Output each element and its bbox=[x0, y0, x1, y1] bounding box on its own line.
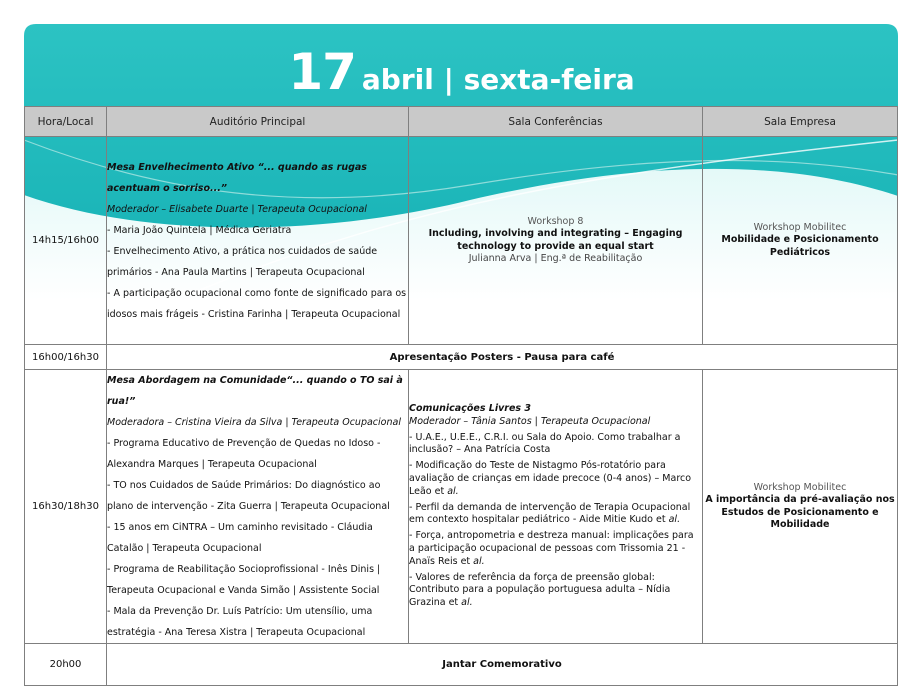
col-header-sala-conferencias: Sala Conferências bbox=[409, 107, 703, 137]
time-cell: 14h15/16h00 bbox=[25, 137, 107, 345]
item-text: - Valores de referência da força de preensão global: Contributo para a população portuguesa adulta – Nídia Grazina et bbox=[409, 571, 671, 609]
workshop-title: Including, involving and integrating – Engaging technology to provide an equal start bbox=[428, 228, 683, 252]
et-al: al. bbox=[473, 555, 485, 567]
et-al: al. bbox=[668, 514, 681, 526]
schedule-row bbox=[25, 644, 898, 686]
item-text: - Modificação do Teste de Nistagmo Pós-rotatório para avaliação de crianças em idade precoce (0-4 anos) – Marco Leão et bbox=[409, 460, 692, 497]
item-text: - Força, antropometria e destreza manual: implicações para a participação ocupacional de pessoas com Trissomia 21 - Anaïs Reis et bbox=[409, 530, 694, 567]
session-title: Mesa Envelhecimento Ativo “... quando as rugas acentuam o sorriso...” bbox=[107, 161, 367, 194]
schedule-row bbox=[25, 137, 898, 345]
session-item: - Programa Educativo de Prevenção de Quedas no Idoso - Alexandra Marques | Terapeuta Ocupacional bbox=[107, 438, 381, 470]
session-title: Comunicações Livres 3 bbox=[409, 403, 531, 415]
workshop-label: Workshop Mobilitec bbox=[753, 481, 847, 493]
col-header-auditorio: Auditório Principal bbox=[107, 107, 409, 137]
session-item: - Mala da Prevenção Dr. Luís Patrício: Um utensílio, uma estratégia - Ana Teresa Xistra | Terapeuta Ocupacional bbox=[107, 606, 373, 638]
session-item: - TO nos Cuidados de Saúde Primários: Do diagnóstico ao plano de intervenção - Zita Guerra | Terapeuta Ocupacional bbox=[107, 480, 390, 512]
session-item: - U.A.E., U.E.E., C.R.I. ou Sala do Apoio. Como trabalhar a inclusão? – Ana Patrícia Costa bbox=[409, 431, 681, 456]
schedule-row bbox=[25, 345, 898, 370]
et-al: al. bbox=[461, 597, 473, 609]
time-cell: 16h30/18h30 bbox=[25, 370, 107, 644]
session-item bbox=[409, 460, 702, 498]
header-row bbox=[25, 107, 898, 137]
session-moderator: Moderador – Tânia Santos | Terapeuta Ocupacional bbox=[409, 415, 651, 427]
item-text: - Perfil da demanda de intervenção de Terapia Ocupacional em contexto hospitalar pediátrico - Aide Mitie Kudo et bbox=[409, 501, 691, 526]
time-cell: 20h00 bbox=[25, 644, 107, 686]
conferencias-session bbox=[409, 137, 703, 345]
empresa-session bbox=[703, 137, 898, 345]
conferencias-session bbox=[409, 370, 703, 644]
et-al: al. bbox=[447, 485, 459, 497]
auditorio-session bbox=[107, 370, 409, 644]
break-cell: Apresentação Posters - Pausa para café bbox=[107, 345, 898, 370]
session-item: - A participação ocupacional como fonte de significado para os idosos mais frágeis - Cristina Farinha | Terapeuta Ocupacional bbox=[107, 287, 407, 320]
page-title bbox=[24, 38, 899, 106]
empresa-session bbox=[703, 370, 898, 644]
session-item: - Programa de Reabilitação Socioprofissional - Inês Dinis | Terapeuta Ocupacional e Vanda Simão | Assistente Social bbox=[107, 564, 381, 596]
workshop-title: A importância da pré-avaliação nos Estudos de Posicionamento e Mobilidade bbox=[705, 494, 895, 530]
auditorio-session bbox=[107, 137, 409, 345]
workshop-author: Julianna Arva | Eng.ª de Reabilitação bbox=[468, 253, 643, 264]
session-item bbox=[409, 572, 702, 610]
title-day: 17 bbox=[288, 43, 356, 101]
schedule-table bbox=[24, 106, 898, 686]
dinner-cell: Jantar Comemorativo bbox=[107, 644, 898, 686]
session-moderator: Moderadora – Cristina Vieira da Silva | Terapeuta Ocupacional bbox=[107, 417, 401, 428]
col-header-sala-empresa: Sala Empresa bbox=[703, 107, 898, 137]
session-item: - Maria João Quintela | Médica Geriatra bbox=[107, 224, 292, 236]
col-header-time: Hora/Local bbox=[25, 107, 107, 137]
session-item bbox=[409, 502, 702, 528]
session-item: - Envelhecimento Ativo, a prática nos cuidados de saúde primários - Ana Paula Martins | Terapeuta Ocupacional bbox=[107, 245, 378, 278]
workshop-label: Workshop 8 bbox=[527, 215, 584, 227]
title-date-text: abril | sexta-feira bbox=[361, 63, 635, 96]
workshop-title: Mobilidade e Posicionamento Pediátricos bbox=[721, 234, 879, 258]
session-item: - 15 anos em CiNTRA – Um caminho revisitado - Cláudia Catalão | Terapeuta Ocupacional bbox=[107, 522, 373, 554]
session-item bbox=[409, 530, 702, 568]
time-cell: 16h00/16h30 bbox=[25, 345, 107, 370]
session-title: Mesa Abordagem na Comunidade“... quando o TO sai à rua!” bbox=[107, 375, 403, 407]
session-moderator: Moderador – Elisabete Duarte | Terapeuta Ocupacional bbox=[107, 203, 367, 215]
schedule-row bbox=[25, 370, 898, 644]
workshop-label: Workshop Mobilitec bbox=[753, 221, 847, 233]
